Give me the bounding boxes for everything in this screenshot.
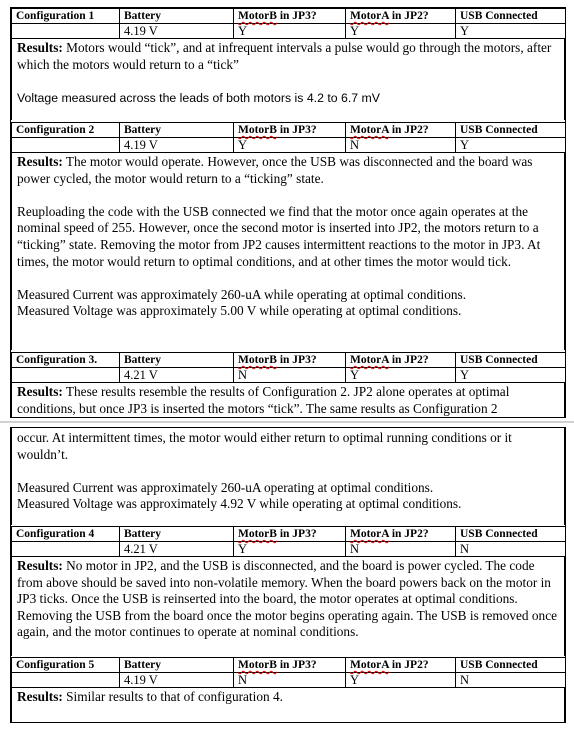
motor-b-header: MotorB in JP3? [234, 9, 346, 24]
usb-header: USB Connected [456, 658, 566, 673]
config-3-usb: Y [456, 368, 566, 383]
motor-a-header: MotorA in JP2? [346, 123, 456, 138]
config-5-motor-a: Y [346, 673, 456, 688]
config-4-results [11, 557, 565, 656]
config-3-results-para-1: Results: These results resemble the results of Configuration 2. JP2 alone operates at optimal conditions, but once JP3 is inserted the motors “tick”. The same results as Configuration 2 [17, 384, 510, 416]
config-1-usb: Y [456, 24, 566, 39]
config-3-results-continued [11, 428, 565, 525]
config-3-battery: 4.21 V [120, 368, 234, 383]
config-3-continued [11, 428, 565, 525]
motor-a-header: MotorA in JP2? [346, 9, 456, 24]
config-3-continued-para-1: occur. At intermittent times, the motor would either return to optimal running conditions or it wouldn’t. [17, 430, 512, 462]
config-1-motor-b: Y [234, 24, 346, 39]
config-2-empty-cell [12, 138, 120, 153]
motor-b-header: MotorB in JP3? [234, 527, 346, 542]
config-2-name: Configuration 2 [12, 123, 120, 138]
motor-a-header: MotorA in JP2? [346, 658, 456, 673]
config-1-results [11, 39, 565, 120]
config-4-empty-cell [12, 542, 120, 557]
config-5-name: Configuration 5 [12, 658, 120, 673]
config-4-block [11, 526, 565, 656]
config-2-table [11, 122, 566, 153]
config-2-battery: 4.19 V [120, 138, 234, 153]
config-2-results-para-1: Results: The motor would operate. However, once the USB was disconnected and the board was power cycled, the motor would return to a “ticking” state. [17, 154, 533, 186]
config-2-results [11, 153, 565, 350]
config-4-battery: 4.21 V [120, 542, 234, 557]
config-5-empty-cell [12, 673, 120, 688]
config-2-results-para-3: Measured Current was approximately 260-uA while operating at optimal conditions. Measured Voltage was approximately 5.00 V while operating at optimal conditions. [17, 286, 467, 319]
usb-header: USB Connected [456, 527, 566, 542]
config-1-name: Configuration 1 [12, 9, 120, 24]
config-3-motor-a: Y [346, 368, 456, 383]
battery-header: Battery [120, 658, 234, 673]
config-3-empty-cell [12, 368, 120, 383]
motor-a-header: MotorA in JP2? [346, 353, 456, 368]
config-3-motor-b: N [234, 368, 346, 383]
config-2-motor-b: Y [234, 138, 346, 153]
config-1-empty-cell [12, 24, 120, 39]
config-1-results-para-1: Results: Motors would “tick”, and at infrequent intervals a pulse would go through the motors, after which the motors would return to a “tick” [17, 40, 552, 72]
config-3-results [11, 383, 565, 418]
battery-header: Battery [120, 353, 234, 368]
config-5-motor-b: N [234, 673, 346, 688]
config-3-continued-para-2: Measured Current was approximately 260-uA operating at optimal conditions. Measured Voltage was approximately 4.92 V while operating at optimal conditions. [17, 479, 462, 512]
config-3-table [11, 352, 566, 383]
config-5-usb: N [456, 673, 566, 688]
page-break [0, 421, 574, 423]
usb-header: USB Connected [456, 353, 566, 368]
usb-header: USB Connected [456, 9, 566, 24]
config-2-results-para-2: Reuploading the code with the USB connected we find that the motor once again operates at the nominal speed of 255. However, once the second motor is inserted into JP2, the motors return to a “ticking” state. Removing the motor from JP2 causes intermittent reactions to the motor in JP3. At times, the motor would return to optimal conditions, and at other times the motor would tick. [17, 203, 541, 269]
motor-b-header: MotorB in JP3? [234, 658, 346, 673]
motor-a-header: MotorA in JP2? [346, 527, 456, 542]
config-4-usb: N [456, 542, 566, 557]
config-1-battery: 4.19 V [120, 24, 234, 39]
config-1-block [11, 8, 565, 120]
document-page-2 [10, 427, 566, 723]
usb-header: USB Connected [456, 123, 566, 138]
config-2-motor-a: N [346, 138, 456, 153]
config-3-block [11, 352, 565, 418]
config-3-name: Configuration 3. [12, 353, 120, 368]
battery-header: Battery [120, 9, 234, 24]
config-1-motor-a: Y [346, 24, 456, 39]
motor-b-header: MotorB in JP3? [234, 123, 346, 138]
config-4-motor-a: N [346, 542, 456, 557]
config-4-results-para-1: Results: No motor in JP2, and the USB is disconnected, and the board is power cycled. The code from above should be saved into non-volatile memory. When the board powers back on the motor in JP3 ticks. Once the USB is reinserted into the board, the motor operates at optimal conditions. Removing the USB from the board once the motor begins operating again. The USB is removed once again, and the motor continues to operate at nominal conditions. [17, 558, 558, 640]
config-2-block [11, 122, 565, 350]
document-page-1 [10, 7, 566, 418]
config-1-table [11, 8, 566, 39]
config-5-block [11, 657, 565, 723]
config-5-results [11, 688, 565, 723]
config-4-motor-b: Y [234, 542, 346, 557]
battery-header: Battery [120, 527, 234, 542]
config-4-table [11, 526, 566, 557]
config-5-table [11, 657, 566, 688]
config-4-name: Configuration 4 [12, 527, 120, 542]
config-2-usb: Y [456, 138, 566, 153]
config-1-results-para-2: Voltage measured across the leads of both motors is 4.2 to 6.7 mV [17, 90, 380, 105]
config-5-battery: 4.19 V [120, 673, 234, 688]
battery-header: Battery [120, 123, 234, 138]
config-5-results-para-1: Results: Similar results to that of configuration 4. [17, 689, 283, 704]
motor-b-header: MotorB in JP3? [234, 353, 346, 368]
